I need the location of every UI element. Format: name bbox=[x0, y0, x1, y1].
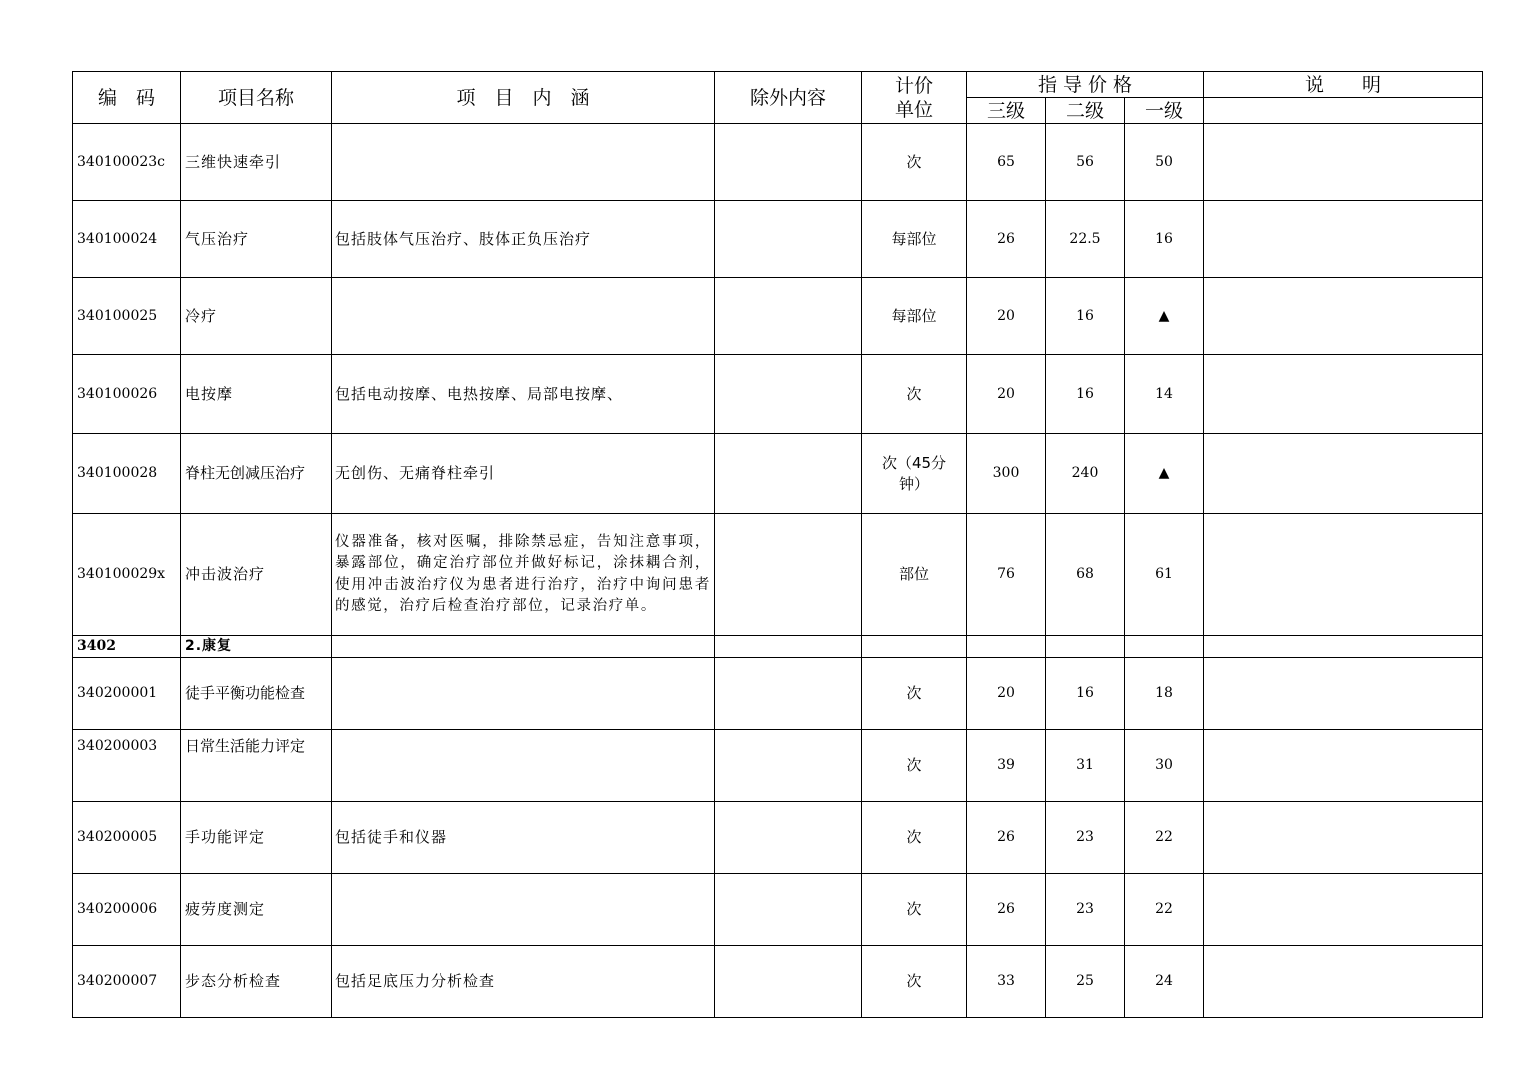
cell-code: 340200003 bbox=[73, 730, 181, 802]
header-unit: 计价 单位 bbox=[862, 72, 967, 124]
cell-exclude bbox=[715, 355, 862, 434]
section-title: 2.康复 bbox=[181, 636, 332, 658]
header-price: 指 导 价 格 bbox=[967, 72, 1204, 98]
cell-price-level1: 22 bbox=[1125, 802, 1204, 874]
cell-exclude bbox=[715, 278, 862, 355]
section-code: 3402 bbox=[73, 636, 181, 658]
cell-price-level3: 39 bbox=[967, 730, 1046, 802]
cell-price-level1: 22 bbox=[1125, 874, 1204, 946]
header-level2: 二级 bbox=[1046, 98, 1125, 124]
cell-unit: 每部位 bbox=[862, 201, 967, 278]
section-row bbox=[73, 636, 1483, 658]
cell-code: 340200007 bbox=[73, 946, 181, 1018]
cell-content bbox=[332, 874, 715, 946]
cell-price-level2: 31 bbox=[1046, 730, 1125, 802]
table-body bbox=[73, 124, 1483, 1018]
cell-price-level2: 16 bbox=[1046, 355, 1125, 434]
cell-price-level3: 26 bbox=[967, 201, 1046, 278]
cell-note bbox=[1204, 434, 1483, 514]
cell-price-level2: 16 bbox=[1046, 658, 1125, 730]
cell-price-level1: 14 bbox=[1125, 355, 1204, 434]
cell-note bbox=[1204, 658, 1483, 730]
cell-unit: 次 bbox=[862, 802, 967, 874]
cell-exclude bbox=[715, 124, 862, 201]
cell-content bbox=[332, 730, 715, 802]
cell-unit: 次 bbox=[862, 658, 967, 730]
cell-unit: 次（45分钟） bbox=[862, 434, 967, 514]
table-row bbox=[73, 730, 1483, 802]
cell-code: 340100026 bbox=[73, 355, 181, 434]
cell-content bbox=[332, 658, 715, 730]
cell-content: 包括肢体气压治疗、肢体正负压治疗 bbox=[332, 201, 715, 278]
cell-price-level2: 56 bbox=[1046, 124, 1125, 201]
cell-price-level2: 68 bbox=[1046, 514, 1125, 636]
cell-price-level1: 18 bbox=[1125, 658, 1204, 730]
cell-note bbox=[1204, 514, 1483, 636]
cell-unit: 次 bbox=[862, 124, 967, 201]
cell-content: 包括电动按摩、电热按摩、局部电按摩、 bbox=[332, 355, 715, 434]
cell-price-level1: 50 bbox=[1125, 124, 1204, 201]
cell-name: 三维快速牵引 bbox=[181, 124, 332, 201]
cell-note bbox=[1204, 355, 1483, 434]
header-content: 项 目 内 涵 bbox=[332, 72, 715, 124]
price-table bbox=[72, 71, 1483, 1018]
cell-code: 340200006 bbox=[73, 874, 181, 946]
cell-note bbox=[1204, 278, 1483, 355]
cell-price-level1: 30 bbox=[1125, 730, 1204, 802]
cell-unit: 次 bbox=[862, 874, 967, 946]
cell-code: 340100028 bbox=[73, 434, 181, 514]
cell-exclude bbox=[715, 730, 862, 802]
cell-exclude bbox=[715, 514, 862, 636]
cell-unit: 部位 bbox=[862, 514, 967, 636]
cell-exclude bbox=[715, 201, 862, 278]
header-note-sub bbox=[1204, 98, 1483, 124]
cell-code: 340100025 bbox=[73, 278, 181, 355]
table-row bbox=[73, 124, 1483, 201]
cell-price-level3: 20 bbox=[967, 355, 1046, 434]
header-level1: 一级 bbox=[1125, 98, 1204, 124]
cell-note bbox=[1204, 730, 1483, 802]
cell-unit: 次 bbox=[862, 355, 967, 434]
cell-code: 340100024 bbox=[73, 201, 181, 278]
cell-name: 疲劳度测定 bbox=[181, 874, 332, 946]
table-row bbox=[73, 278, 1483, 355]
cell-note bbox=[1204, 802, 1483, 874]
cell-price-level2: 16 bbox=[1046, 278, 1125, 355]
cell-content: 包括足底压力分析检查 bbox=[332, 946, 715, 1018]
cell-unit: 次 bbox=[862, 946, 967, 1018]
cell-price-level3: 20 bbox=[967, 278, 1046, 355]
cell-note bbox=[1204, 201, 1483, 278]
cell-content bbox=[332, 278, 715, 355]
cell-price-level2: 240 bbox=[1046, 434, 1125, 514]
header-code: 编 码 bbox=[73, 72, 181, 124]
table-row bbox=[73, 355, 1483, 434]
cell-exclude bbox=[715, 946, 862, 1018]
cell-name: 冷疗 bbox=[181, 278, 332, 355]
table-row bbox=[73, 201, 1483, 278]
cell-content: 无创伤、无痛脊柱牵引 bbox=[332, 434, 715, 514]
cell-code: 340100023c bbox=[73, 124, 181, 201]
cell-unit: 次 bbox=[862, 730, 967, 802]
cell-name: 冲击波治疗 bbox=[181, 514, 332, 636]
cell-price-level2: 23 bbox=[1046, 802, 1125, 874]
cell-name: 步态分析检查 bbox=[181, 946, 332, 1018]
table-row bbox=[73, 658, 1483, 730]
cell-price-level3: 300 bbox=[967, 434, 1046, 514]
cell-code: 340100029x bbox=[73, 514, 181, 636]
header-name: 项目名称 bbox=[181, 72, 332, 124]
table-row bbox=[73, 802, 1483, 874]
cell-content: 仪器准备，核对医嘱，排除禁忌症，告知注意事项，暴露部位，确定治疗部位并做好标记，涂抹耦合剂，使用冲击波治疗仪为患者进行治疗，治疗中询问患者的感觉，治疗后检查治疗部位，记录治疗单。 bbox=[332, 514, 715, 636]
table-row bbox=[73, 874, 1483, 946]
cell-price-level1: 24 bbox=[1125, 946, 1204, 1018]
cell-price-level2: 23 bbox=[1046, 874, 1125, 946]
cell-note bbox=[1204, 124, 1483, 201]
cell-price-level3: 26 bbox=[967, 802, 1046, 874]
cell-price-level3: 76 bbox=[967, 514, 1046, 636]
header-level3: 三级 bbox=[967, 98, 1046, 124]
cell-name: 徒手平衡功能检查 bbox=[181, 658, 332, 730]
header-note: 说 明 bbox=[1204, 72, 1483, 98]
cell-unit: 每部位 bbox=[862, 278, 967, 355]
cell-code: 340200005 bbox=[73, 802, 181, 874]
table-row bbox=[73, 514, 1483, 636]
cell-price-level3: 26 bbox=[967, 874, 1046, 946]
table-row bbox=[73, 946, 1483, 1018]
cell-price-level3: 33 bbox=[967, 946, 1046, 1018]
cell-exclude bbox=[715, 434, 862, 514]
cell-price-level3: 65 bbox=[967, 124, 1046, 201]
cell-exclude bbox=[715, 802, 862, 874]
cell-price-level1: ▲ bbox=[1125, 434, 1204, 514]
cell-price-level1: 16 bbox=[1125, 201, 1204, 278]
table-header bbox=[73, 72, 1483, 124]
cell-name: 手功能评定 bbox=[181, 802, 332, 874]
cell-content: 包括徒手和仪器 bbox=[332, 802, 715, 874]
cell-name: 日常生活能力评定 bbox=[181, 730, 332, 802]
table-row bbox=[73, 434, 1483, 514]
cell-price-level1: ▲ bbox=[1125, 278, 1204, 355]
cell-price-level1: 61 bbox=[1125, 514, 1204, 636]
cell-code: 340200001 bbox=[73, 658, 181, 730]
cell-exclude bbox=[715, 658, 862, 730]
cell-content bbox=[332, 124, 715, 201]
header-exclude: 除外内容 bbox=[715, 72, 862, 124]
cell-note bbox=[1204, 874, 1483, 946]
cell-price-level2: 22.5 bbox=[1046, 201, 1125, 278]
cell-exclude bbox=[715, 874, 862, 946]
cell-price-level2: 25 bbox=[1046, 946, 1125, 1018]
cell-note bbox=[1204, 946, 1483, 1018]
cell-name: 电按摩 bbox=[181, 355, 332, 434]
cell-name: 脊柱无创减压治疗 bbox=[181, 434, 332, 514]
cell-name: 气压治疗 bbox=[181, 201, 332, 278]
cell-price-level3: 20 bbox=[967, 658, 1046, 730]
